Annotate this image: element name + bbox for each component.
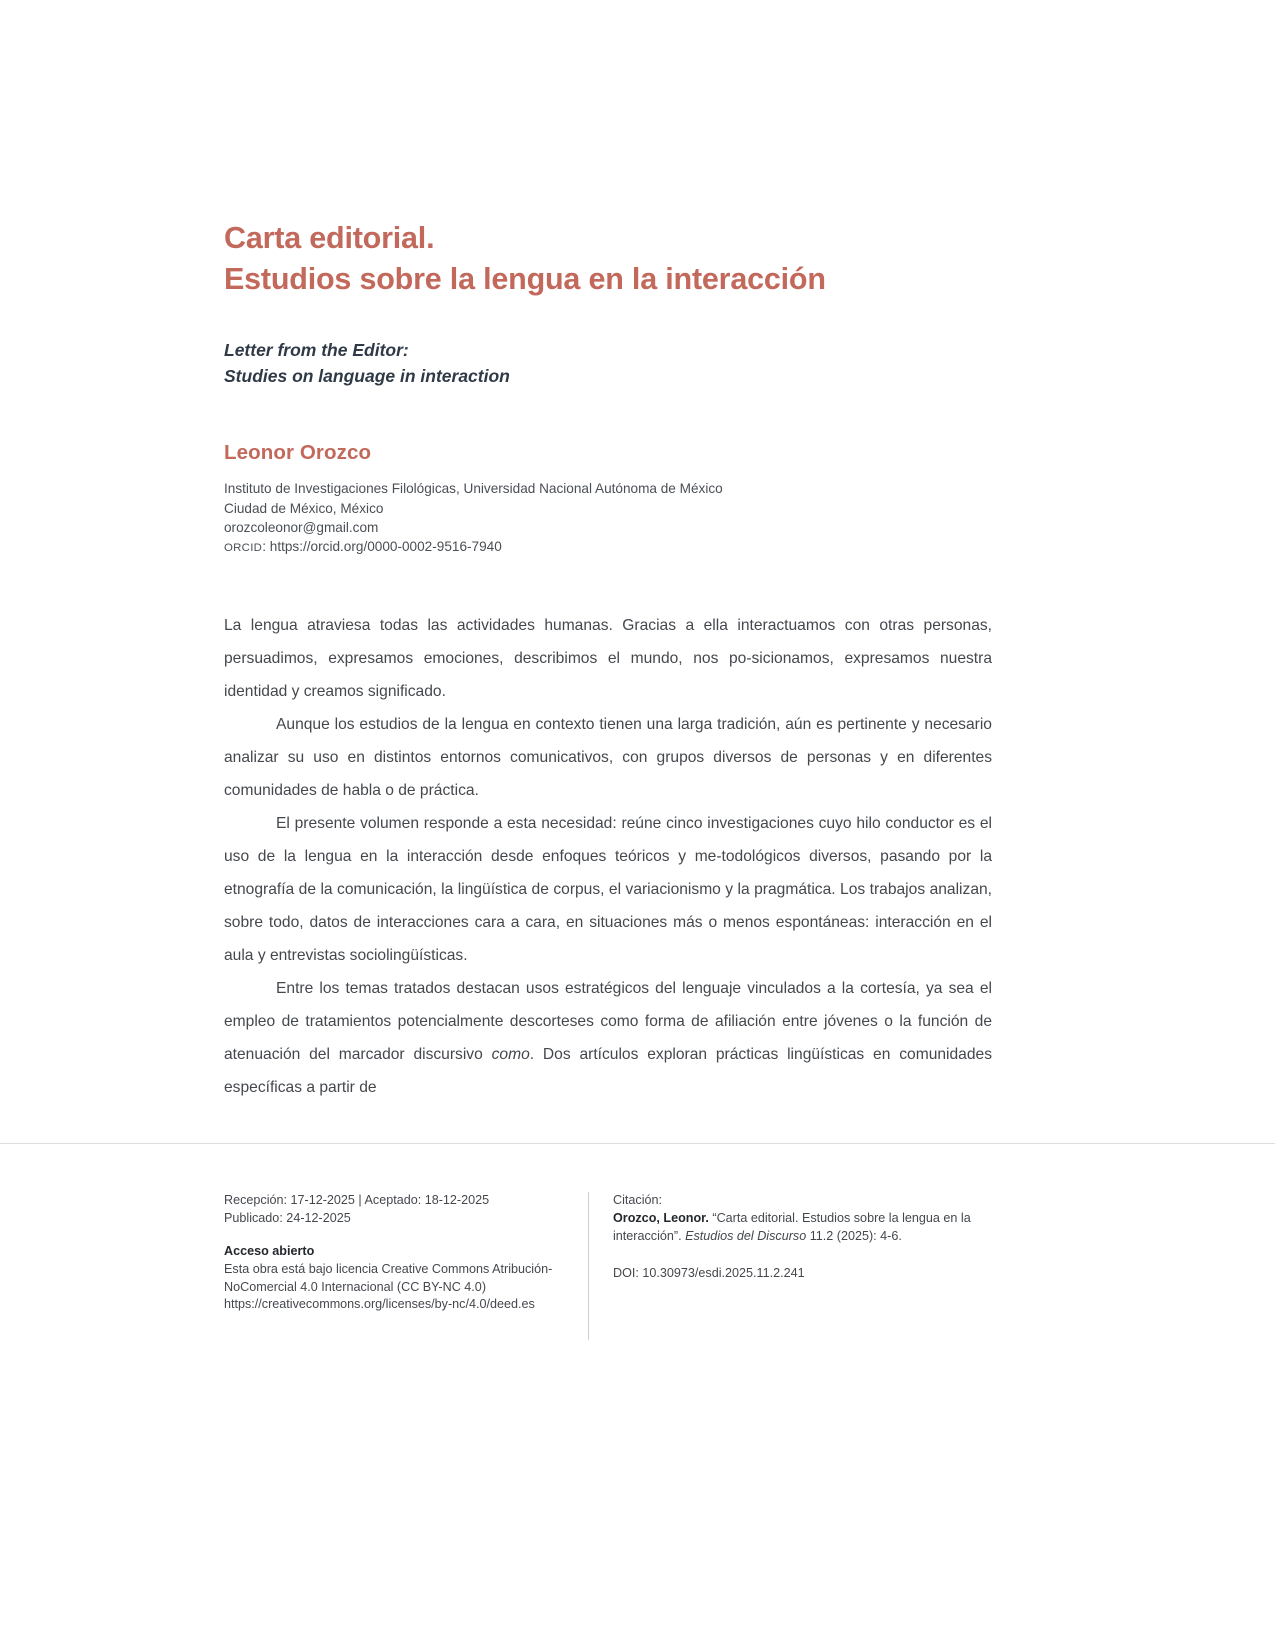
orcid-url: : https://orcid.org/0000-0002-9516-7940 (262, 539, 502, 555)
footer-right-column (613, 1192, 983, 1283)
citation-label: Citación: (613, 1193, 662, 1207)
citation-text (613, 1210, 983, 1246)
title-line-1: Carta editorial. (224, 221, 435, 255)
author-affiliation (224, 479, 992, 556)
body-paragraph-3: El presente volumen responde a esta necesidad: reúne cinco investigaciones cuyo hilo conductor es el uso de la lengua en la interacción desde enfoques teóricos y me-todológicos diversos, pasando por la etnografía de la comunicación, la lingüística de corpus, el variacionismo y la pragmática. Los trabajos analizan, sobre todo, datos de interacciones cara a cara, en situaciones más o menos espontáneas: interacción en el aula y entrevistas sociolingüísticas. (224, 814, 992, 965)
citation-journal: Estudios del Discurso (685, 1228, 807, 1243)
article-footer (224, 1192, 1014, 1340)
open-access-label: Acceso abierto (224, 1243, 315, 1258)
citation-author: Orozco, Leonor. (613, 1210, 709, 1225)
footer-spacer (224, 1228, 564, 1243)
affiliation-city: Ciudad de México, México (224, 500, 384, 516)
article-content (224, 218, 992, 1104)
doi-text[interactable]: DOI: 10.30973/esdi.2025.11.2.241 (613, 1265, 805, 1280)
body-paragraph-1: La lengua atraviesa todas las actividades humanas. Gracias a ella interactuamos con otras personas, persuadimos, expresamos emociones, describimos el mundo, nos po-sicionamos, expresamos nuestra identidad y creamos significado. (224, 616, 992, 700)
author-orcid[interactable] (224, 537, 992, 556)
open-access-heading (224, 1243, 564, 1261)
subtitle-line-2: Studies on language in interaction (224, 366, 510, 387)
paragraph4-italic-term: como (491, 1046, 530, 1064)
citation-title: “Carta editorial. Estudios sobre la lengua en la interacción”. (613, 1210, 971, 1243)
article-body (224, 609, 992, 1105)
doi-spacer (613, 1246, 983, 1265)
footer-left-column (224, 1192, 588, 1314)
title-line-2: Estudios sobre la lengua en la interacción (224, 262, 826, 297)
paragraph4-segment-a: Entre los temas tratados destacan usos estratégicos del lenguaje vinculados a la cortesía, ya sea el empleo de tratamientos potencialmente descorteses como forma de afiliación entre jóvenes o la función de atenuación del marcador discursivo (224, 980, 992, 1064)
citation-volume-year: 11.2 (2025): 4-6. (806, 1228, 902, 1243)
author-name: Leonor Orozco (224, 441, 372, 465)
subtitle-line-1: Letter from the Editor: (224, 339, 409, 360)
paragraph4-segment-b: . Dos artículos exploran prácticas lingüísticas en comunidades específicas a partir de (224, 1046, 992, 1097)
page-title (224, 218, 992, 301)
body-paragraph-2: Aunque los estudios de la lengua en contexto tienen una larga tradición, aún es pertinente y necesario analizar su uso en distintos entornos comunicativos, con grupos diversos de personas y en diferentes comunidades de habla o de práctica. (224, 715, 992, 799)
footer-divider-rule (0, 1143, 1275, 1144)
orcid-label: ORCID (224, 542, 263, 555)
reception-dates: Recepción: 17-12-2025 | Aceptado: 18-12-2025 (224, 1193, 490, 1207)
author-email[interactable]: orozcoleonor@gmail.com (224, 520, 379, 536)
english-subtitle (224, 337, 992, 390)
footer-column-separator (588, 1192, 589, 1340)
body-paragraph-4 (224, 972, 992, 1104)
publication-date: Publicado: 24-12-2025 (224, 1210, 351, 1225)
affiliation-institution: Instituto de Investigaciones Filológicas, Universidad Nacional Autónoma de México (224, 481, 723, 497)
license-text: Esta obra está bajo licencia Creative Commons Atribución-NoComercial 4.0 Internacional (CC BY-NC 4.0) https://creativecommons.org/licenses/by-nc/4.0/deed.es (224, 1261, 553, 1312)
